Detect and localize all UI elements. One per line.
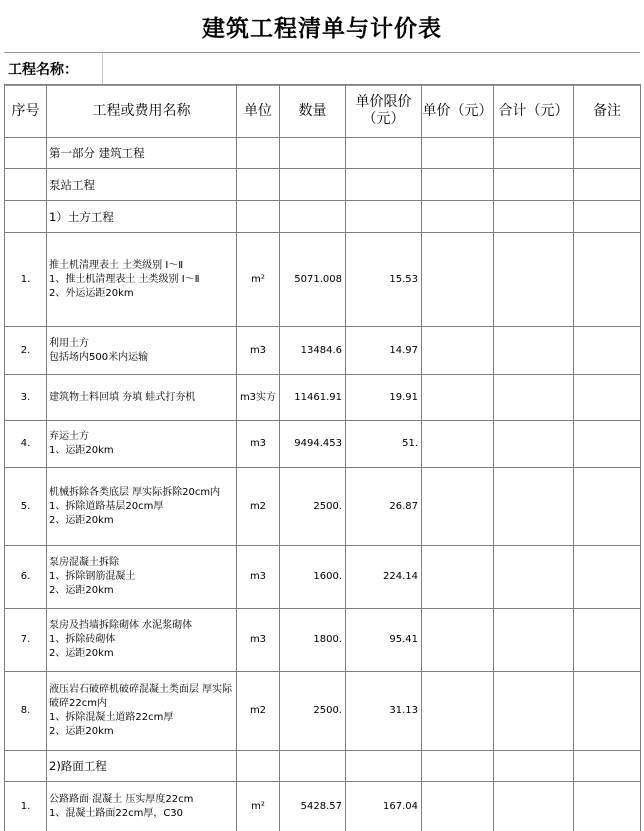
cell-qty[interactable]: 13484.6 (280, 327, 346, 375)
header-qty[interactable]: 数量 (280, 85, 346, 138)
cell-name-line: 利用土方 (49, 337, 89, 349)
cell-limit[interactable] (346, 751, 422, 782)
cell-qty[interactable] (280, 201, 346, 233)
cell-note[interactable] (574, 546, 641, 609)
cell-total[interactable] (494, 546, 574, 609)
cell-total[interactable] (494, 609, 574, 672)
cell-total[interactable] (494, 233, 574, 327)
cell-name[interactable] (47, 375, 237, 421)
cell-name-line: 1、运距20km (49, 445, 114, 456)
cell-name[interactable] (47, 138, 237, 169)
cell-name[interactable] (47, 201, 237, 233)
cell-name-line: 公路路面 混凝土 压实厚度22cm (49, 793, 194, 805)
cell-note[interactable] (574, 751, 641, 782)
table-row (5, 327, 641, 375)
header-name[interactable]: 工程或费用名称 (47, 85, 237, 138)
cell-note[interactable] (574, 672, 641, 751)
cell-unit[interactable] (237, 201, 280, 233)
cell-name-line: 建筑物土料回填 夯填 蛙式打夯机 (49, 391, 196, 403)
cell-unit[interactable]: m3 (237, 546, 280, 609)
cell-note[interactable] (574, 327, 641, 375)
cell-seq[interactable] (5, 169, 47, 201)
cell-note[interactable] (574, 421, 641, 468)
cell-name-line: 1、拆除砖砌体 (49, 634, 116, 645)
cell-name-line: 2、运距20km (49, 648, 114, 659)
cell-limit[interactable]: 95.41 (346, 609, 422, 672)
cell-qty[interactable]: 11461.91 (280, 375, 346, 421)
cell-unit[interactable]: m3实方 (237, 375, 280, 421)
sheet-title: 建筑工程清单与计价表 (202, 14, 442, 42)
cell-total[interactable] (494, 468, 574, 546)
cell-price[interactable] (422, 138, 494, 169)
cell-total[interactable] (494, 751, 574, 782)
cell-name[interactable] (47, 327, 237, 375)
project-name-row (4, 52, 640, 86)
cell-price[interactable] (422, 375, 494, 421)
cell-unit[interactable] (237, 751, 280, 782)
cell-divider (102, 53, 103, 85)
cell-note[interactable] (574, 468, 641, 546)
cell-seq[interactable]: 1. (5, 233, 47, 327)
table-row (5, 782, 641, 831)
cell-name[interactable] (47, 782, 237, 831)
cell-name-line: 包括场内500米内运输 (49, 351, 149, 363)
cell-name-line: 泵房混凝土拆除 (49, 557, 119, 568)
cell-limit[interactable] (346, 169, 422, 201)
cell-limit[interactable]: 14.97 (346, 327, 422, 375)
cell-name[interactable] (47, 421, 237, 468)
cell-name[interactable] (47, 233, 237, 327)
cell-qty[interactable]: 5071.008 (280, 233, 346, 327)
cell-note[interactable] (574, 169, 641, 201)
cell-seq[interactable]: 8. (5, 672, 47, 751)
cell-unit[interactable] (237, 169, 280, 201)
header-limit[interactable]: 单价限价（元） (346, 85, 422, 138)
cell-price[interactable] (422, 672, 494, 751)
cell-total[interactable] (494, 138, 574, 169)
cell-qty[interactable]: 2500. (280, 672, 346, 751)
cell-note[interactable] (574, 138, 641, 169)
header-total[interactable]: 合计（元） (494, 85, 574, 138)
cell-price[interactable] (422, 201, 494, 233)
cell-qty[interactable]: 1600. (280, 546, 346, 609)
table-row (5, 375, 641, 421)
cell-name[interactable] (47, 546, 237, 609)
cell-name[interactable] (47, 468, 237, 546)
cell-name-line: 机械拆除各类底层 厚实际拆除20cm内 (49, 486, 221, 498)
cell-name-line: 2)路面工程 (49, 759, 107, 773)
cell-limit[interactable]: 51. (346, 421, 422, 468)
cell-name-line: 1、拆除道路基层20cm厚 (49, 500, 164, 512)
cell-total[interactable] (494, 375, 574, 421)
project-name-label: 工程名称： (8, 62, 78, 78)
cell-unit[interactable]: m2 (237, 672, 280, 751)
cell-total[interactable] (494, 169, 574, 201)
table-row (5, 468, 641, 546)
cell-limit[interactable] (346, 138, 422, 169)
cell-total[interactable] (494, 782, 574, 831)
cell-name-line: 泵站工程 (49, 177, 95, 192)
cell-name-line: 液压岩石破碎机破碎混凝土类面层 厚实际破碎22cm内 (49, 684, 233, 709)
cell-seq[interactable]: 3. (5, 375, 47, 421)
table-row (5, 546, 641, 609)
cell-note[interactable] (574, 609, 641, 672)
cell-limit[interactable]: 26.87 (346, 468, 422, 546)
cell-unit[interactable]: m3 (237, 327, 280, 375)
cell-price[interactable] (422, 609, 494, 672)
cell-unit[interactable]: m² (237, 233, 280, 327)
cell-unit[interactable]: m² (237, 782, 280, 831)
table-row (5, 233, 641, 327)
cell-seq[interactable]: 1. (5, 782, 47, 831)
header-note[interactable]: 备注 (574, 85, 641, 138)
cell-price[interactable] (422, 169, 494, 201)
cell-qty[interactable]: 5428.57 (280, 782, 346, 831)
table-row (5, 421, 641, 468)
cell-seq[interactable]: 7. (5, 609, 47, 672)
cell-note[interactable] (574, 375, 641, 421)
cell-note[interactable] (574, 233, 641, 327)
cell-name[interactable] (47, 609, 237, 672)
cell-price[interactable] (422, 233, 494, 327)
cell-limit[interactable]: 167.04 (346, 782, 422, 831)
header-unit[interactable]: 单位 (237, 85, 280, 138)
cell-total[interactable] (494, 421, 574, 468)
cell-qty[interactable]: 2500. (280, 468, 346, 546)
cell-qty[interactable] (280, 751, 346, 782)
cell-name-line: 推土机清理表土 土类级别 Ⅰ～Ⅱ (49, 259, 184, 271)
cell-qty[interactable]: 1800. (280, 609, 346, 672)
bill-table (4, 84, 641, 831)
section-row (5, 138, 641, 169)
section-row (5, 751, 641, 782)
cell-seq[interactable] (5, 138, 47, 169)
cell-price[interactable] (422, 468, 494, 546)
cell-name-line: 2、运距20km (49, 585, 114, 596)
cell-price[interactable] (422, 421, 494, 468)
table-row (5, 672, 641, 751)
cell-name[interactable] (47, 169, 237, 201)
cell-unit[interactable]: m3 (237, 609, 280, 672)
cell-note[interactable] (574, 782, 641, 831)
cell-seq[interactable]: 4. (5, 421, 47, 468)
cell-total[interactable] (494, 327, 574, 375)
cell-unit[interactable]: m3 (237, 421, 280, 468)
cell-name-line: 弃运土方 (49, 431, 89, 442)
cell-unit[interactable]: m2 (237, 468, 280, 546)
cell-seq[interactable]: 5. (5, 468, 47, 546)
cell-qty[interactable] (280, 138, 346, 169)
section-row (5, 201, 641, 233)
cell-name-line: 1、推土机清理表土 土类级别 Ⅰ～Ⅱ (49, 273, 200, 285)
cell-price[interactable] (422, 327, 494, 375)
cell-limit[interactable]: 224.14 (346, 546, 422, 609)
cell-price[interactable] (422, 546, 494, 609)
cell-total[interactable] (494, 201, 574, 233)
cell-name-line: 1、拆除混凝土道路22cm厚 (49, 712, 174, 723)
cell-limit[interactable]: 31.13 (346, 672, 422, 751)
cell-name-line: 2、运距20km (49, 514, 114, 526)
cell-name-line: 1）土方工程 (49, 209, 114, 224)
cell-qty[interactable]: 9494.453 (280, 421, 346, 468)
cell-limit[interactable]: 15.53 (346, 233, 422, 327)
cell-seq[interactable]: 2. (5, 327, 47, 375)
cell-name-line: 1、混凝土路面22cm厚，C30 (49, 807, 184, 819)
cell-seq[interactable]: 6. (5, 546, 47, 609)
header-price[interactable]: 单价（元） (422, 85, 494, 138)
cell-name[interactable] (47, 672, 237, 751)
section-row (5, 169, 641, 201)
header-row (5, 85, 641, 138)
cell-name-line: 2、运距20km (49, 726, 114, 737)
cell-limit[interactable]: 19.91 (346, 375, 422, 421)
cell-name-line: 1、拆除钢筋混凝土 (49, 571, 136, 582)
cell-name-line: 第一部分 建筑工程 (49, 146, 145, 160)
cell-name-line: 泵房及挡墙拆除砌体 水泥浆砌体 (49, 620, 193, 631)
cell-total[interactable] (494, 672, 574, 751)
table-body (5, 138, 641, 831)
cell-qty[interactable] (280, 169, 346, 201)
cell-unit[interactable] (237, 138, 280, 169)
cell-name-line: 2、外运运距20km (49, 287, 134, 299)
cell-note[interactable] (574, 201, 641, 233)
cell-price[interactable] (422, 751, 494, 782)
cell-limit[interactable] (346, 201, 422, 233)
cell-seq[interactable] (5, 751, 47, 782)
header-seq[interactable]: 序号 (5, 85, 47, 138)
table-row (5, 609, 641, 672)
cell-price[interactable] (422, 782, 494, 831)
cell-seq[interactable] (5, 201, 47, 233)
cell-name[interactable] (47, 751, 237, 782)
